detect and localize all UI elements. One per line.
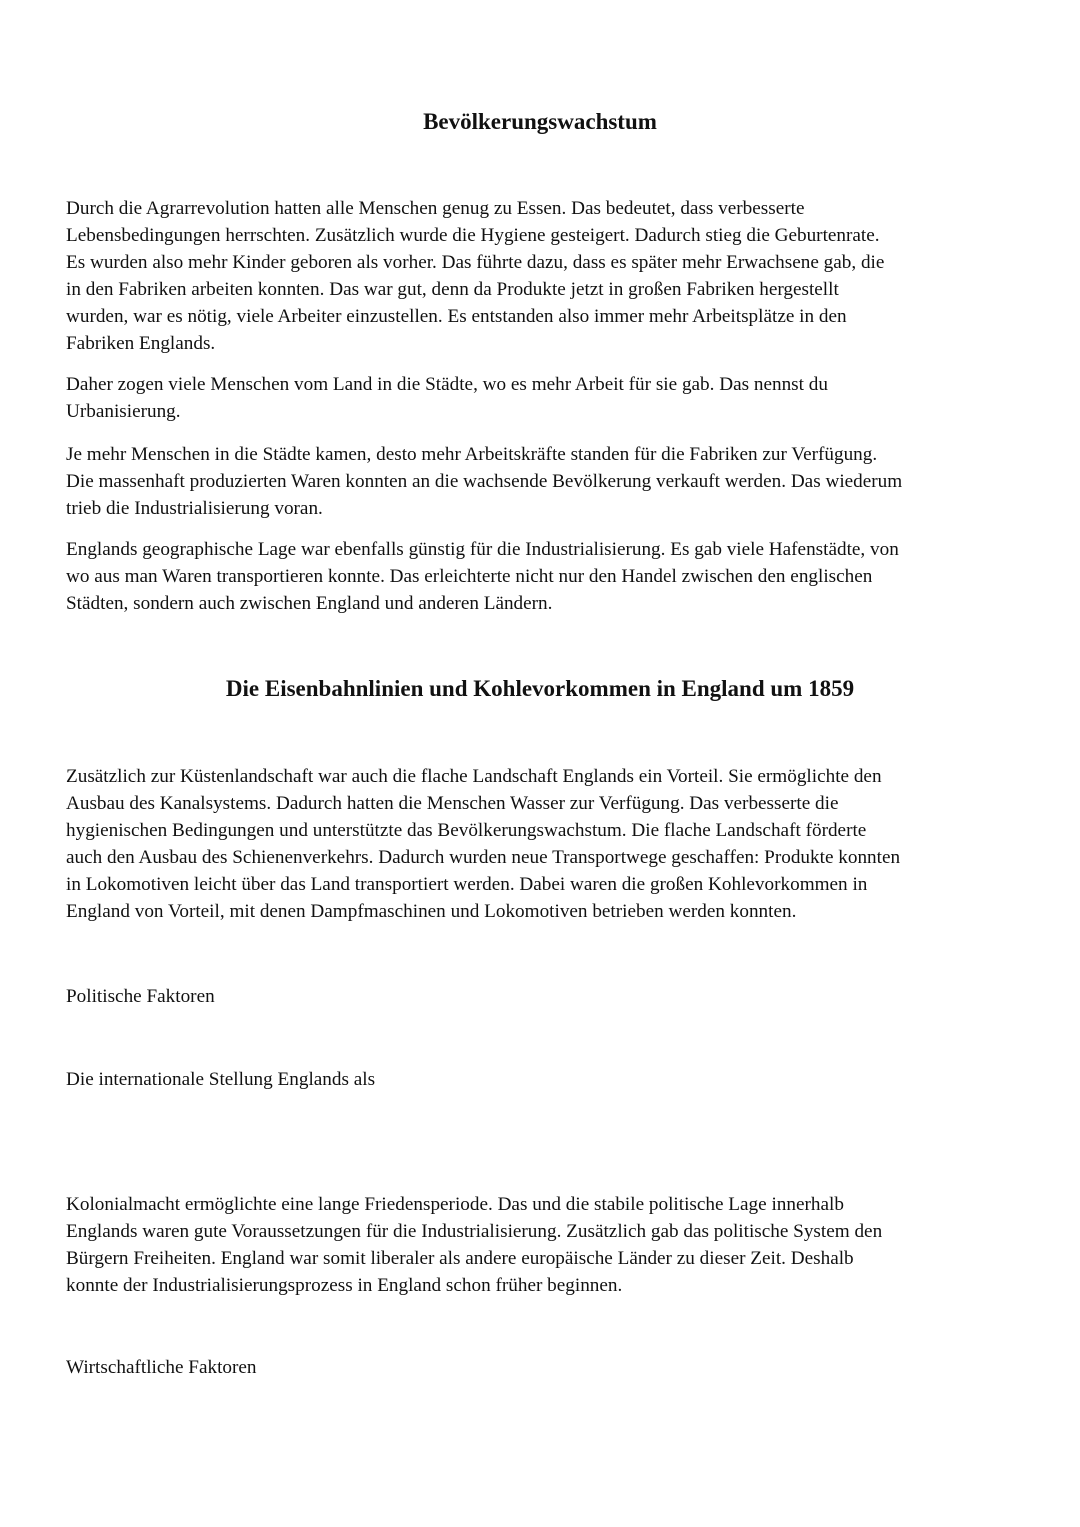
text-line: hygienischen Bedingungen und unterstützte das Bevölkerungswachstum. Die flache Landschaft förderte [66, 820, 867, 841]
paragraph-urbanisierung [66, 371, 1026, 425]
text-line: Die internationale Stellung Englands als [66, 1069, 376, 1090]
text-line: Fabriken Englands. [66, 333, 216, 354]
text-line: in Lokomotiven leicht über das Land transportiert werden. Dabei waren die großen Kohlevorkommen in [66, 874, 868, 895]
heading-bevoelkerungswachstum: Bevölkerungswachstum [423, 109, 657, 134]
text-line: Ausbau des Kanalsystems. Dadurch hatten die Menschen Wasser zur Verfügung. Das verbesserte die [66, 793, 839, 814]
text-line: Lebensbedingungen herrschten. Zusätzlich wurde die Hygiene gesteigert. Dadurch stieg die Geburtenrate. [66, 225, 880, 246]
paragraph-agrarrevolution [66, 195, 1026, 357]
label-politische-faktoren [66, 983, 1026, 1010]
text-line: Die massenhaft produzierten Waren konnten an die wachsende Bevölkerung verkauft werden. Das wiederum [66, 471, 903, 492]
text-line: England von Vorteil, mit denen Dampfmaschinen und Lokomotiven betrieben werden konnten. [66, 901, 797, 922]
text-line: Politische Faktoren [66, 986, 215, 1007]
paragraph-kolonialmacht [66, 1191, 1026, 1299]
text-line: Zusätzlich zur Küstenlandschaft war auch die flache Landschaft Englands ein Vorteil. Sie ermöglichte den [66, 766, 882, 787]
text-line: Durch die Agrarrevolution hatten alle Menschen genug zu Essen. Das bedeutet, dass verbesserte [66, 198, 805, 219]
text-line: Englands geographische Lage war ebenfalls günstig für die Industrialisierung. Es gab viele Hafenstädte, von [66, 539, 899, 560]
text-line: Je mehr Menschen in die Städte kamen, desto mehr Arbeitskräfte standen für die Fabriken zur Verfügung. [66, 444, 878, 465]
text-line: wo aus man Waren transportieren konnte. Das erleichterte nicht nur den Handel zwischen den englischen [66, 566, 873, 587]
text-line: Städten, sondern auch zwischen England und anderen Ländern. [66, 593, 553, 614]
paragraph-internationale-stellung [66, 1066, 1026, 1093]
paragraph-arbeitskraefte [66, 441, 1026, 522]
paragraph-geographische-lage [66, 536, 1026, 617]
paragraph-landschaft [66, 763, 1026, 925]
text-line: Daher zogen viele Menschen vom Land in die Städte, wo es mehr Arbeit für sie gab. Das nennst du [66, 374, 828, 395]
label-wirtschaftliche-faktoren [66, 1354, 1026, 1381]
heading-eisenbahnlinien: Die Eisenbahnlinien und Kohlevorkommen in England um 1859 [225, 676, 855, 701]
text-line: Urbanisierung. [66, 401, 181, 422]
text-line: auch den Ausbau des Schienenverkehrs. Dadurch wurden neue Transportwege geschaffen: Produkte konnten [66, 847, 901, 868]
text-line: Es wurden also mehr Kinder geboren als vorher. Das führte dazu, dass es später mehr Erwachsene gab, die [66, 252, 885, 273]
text-line: Bürgern Freiheiten. England war somit liberaler als andere europäische Länder zu dieser Zeit. Deshalb [66, 1248, 854, 1269]
text-line: konnte der Industrialisierungsprozess in England schon früher beginnen. [66, 1275, 623, 1296]
text-line: wurden, war es nötig, viele Arbeiter einzustellen. Es entstanden also immer mehr Arbeitsplätze in den [66, 306, 847, 327]
text-line: Englands waren gute Voraussetzungen für die Industrialisierung. Zusätzlich gab das politische System den [66, 1221, 883, 1242]
text-line: trieb die Industrialisierung voran. [66, 498, 323, 519]
text-line: in den Fabriken arbeiten konnten. Das war gut, denn da Produkte jetzt in großen Fabriken hergestellt [66, 279, 839, 300]
text-line: Wirtschaftliche Faktoren [66, 1357, 257, 1378]
text-line: Kolonialmacht ermöglichte eine lange Friedensperiode. Das und die stabile politische Lage innerhalb [66, 1194, 844, 1215]
